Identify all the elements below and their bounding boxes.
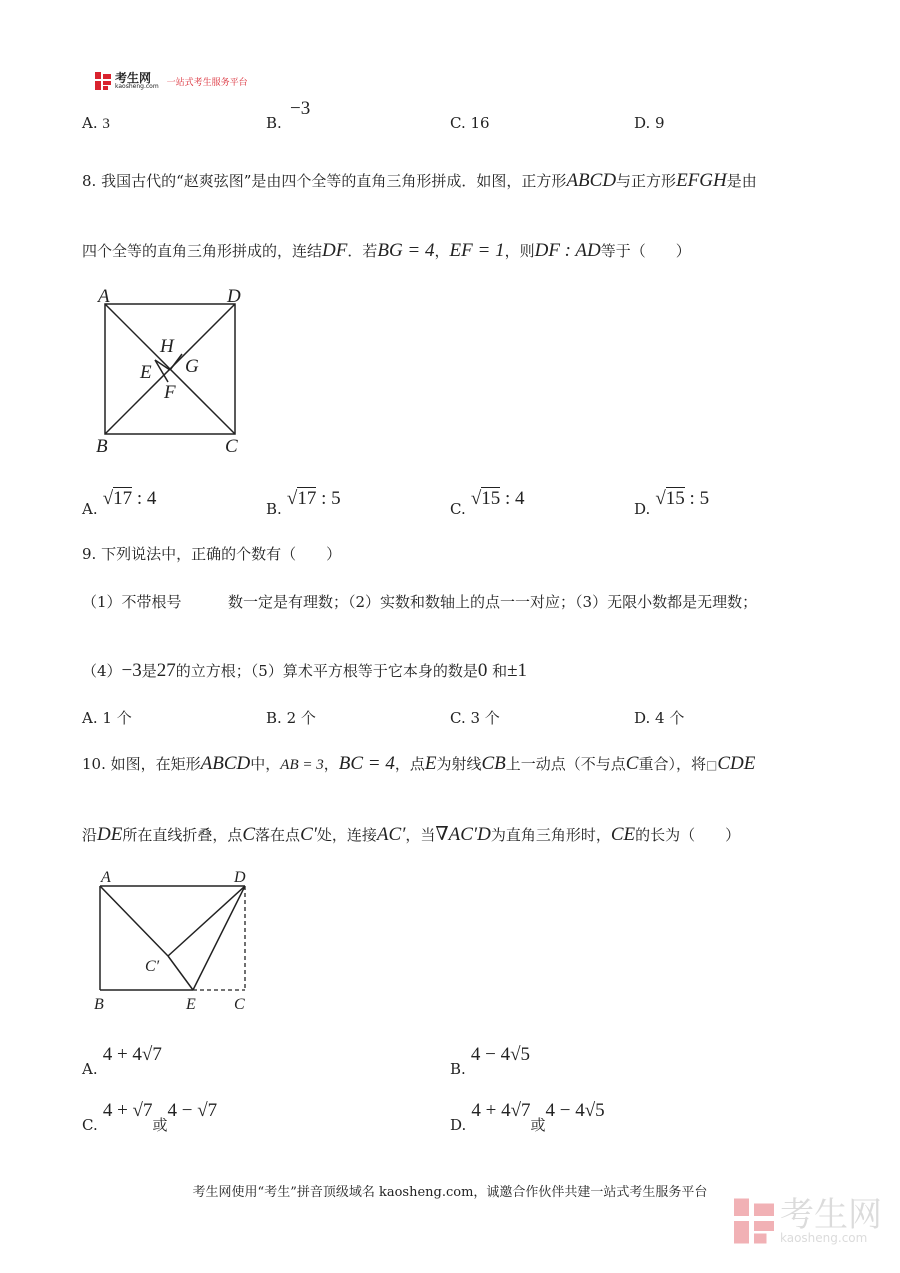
option-value: 3: [102, 116, 110, 132]
label-d: D: [227, 286, 241, 307]
q9-statement-2: [82, 660, 527, 682]
option-label: A.: [82, 500, 98, 518]
text: 和: [492, 662, 508, 680]
math: EFGH: [676, 170, 727, 191]
math: 27: [156, 660, 176, 681]
q7-option-b: [266, 114, 282, 132]
q9-option-c: [450, 707, 500, 728]
watermark-domain: kaosheng.com: [780, 1231, 868, 1245]
q9-stem: [82, 543, 341, 564]
text: 如图，在矩形: [110, 755, 201, 773]
q8-line2: [82, 240, 691, 262]
math: C: [242, 824, 256, 845]
label-h: H: [160, 336, 174, 357]
math: CDE: [717, 753, 756, 774]
line-c-prime-d: [168, 886, 245, 956]
radicand: 15: [665, 488, 685, 509]
text: （4）: [82, 662, 122, 680]
ratio-tail: : 4: [136, 488, 157, 509]
q9-statement-1: [82, 591, 182, 612]
text: 为直角三角形时，: [490, 826, 611, 844]
math: DE: [97, 824, 123, 845]
q8-option-b: [266, 488, 341, 518]
text: □: [706, 758, 718, 772]
math: AB = 3: [280, 757, 324, 773]
math: DF : AD: [534, 240, 601, 261]
label-f: F: [164, 382, 176, 403]
option-expr: 4 + √7: [102, 1100, 153, 1121]
text: ．若: [347, 242, 378, 260]
q9-statement-1b: [228, 591, 757, 612]
label-c: C: [234, 996, 245, 1013]
option-expr: 4 + 4√7: [102, 1044, 162, 1065]
label-g: G: [185, 356, 199, 377]
or-text: 或: [530, 1116, 546, 1134]
q7-option-d: [634, 114, 665, 132]
line-ac-prime: [100, 886, 168, 956]
sqrt-expr: √15 : 4: [470, 488, 525, 509]
math: ABCD: [200, 753, 251, 774]
label-e: E: [186, 996, 196, 1013]
option-label: D.: [634, 114, 651, 132]
question-number: 9.: [82, 545, 97, 563]
math: ±1: [507, 660, 528, 681]
math: ABCD: [566, 170, 617, 191]
text: ，点: [394, 755, 425, 773]
label-c-prime: C′: [145, 958, 160, 975]
brand-slogan: 一站式考生服务平台: [166, 77, 248, 88]
q10-line2: [82, 823, 740, 846]
text: 四个全等的直角三角形拼成的，连结: [82, 242, 323, 260]
math: ∇AC′D: [435, 824, 491, 845]
q10-line1: [82, 753, 755, 775]
option-label: B.: [266, 114, 282, 132]
math: AC′: [376, 824, 406, 845]
math: EF = 1: [449, 240, 505, 261]
footer-text: 考生网使用“考生”拼音顶级域名 kaosheng.com，诚邀合作伙伴共建一站式考生服务平台: [192, 1185, 708, 1200]
text: 我国古代的“赵爽弦图”是由四个全等的直角三角形拼成．如图，正方形: [101, 172, 567, 190]
q8-option-d: [634, 488, 710, 518]
ratio-tail: : 5: [689, 488, 710, 509]
option-expr: 4 − √7: [167, 1100, 218, 1121]
option-label: A.: [82, 709, 98, 727]
watermark: [734, 1195, 882, 1245]
radicand: 17: [297, 488, 317, 509]
option-value: 3 个: [470, 709, 500, 727]
option-value: 4 个: [655, 709, 685, 727]
option-label: A.: [82, 1060, 98, 1078]
label-a: A: [101, 869, 111, 886]
watermark-brand: 考生网: [780, 1195, 882, 1235]
line-ed: [193, 886, 245, 990]
option-label: D.: [634, 709, 651, 727]
text: ，: [323, 755, 339, 773]
math: BG = 4: [377, 240, 435, 261]
label-b: B: [94, 996, 104, 1013]
math: E: [424, 753, 437, 774]
text: 中，: [250, 755, 281, 773]
math: C: [625, 753, 639, 774]
text: 沿: [82, 826, 98, 844]
text: ，当: [405, 826, 436, 844]
sqrt-expr: √17 : 5: [286, 488, 341, 509]
ratio-tail: : 5: [321, 488, 341, 509]
option-label: C.: [450, 114, 466, 132]
text: 重合），将: [638, 755, 706, 773]
text: 的长为（ ）: [635, 826, 741, 844]
text: （1）不带根号: [82, 593, 182, 611]
option-value: 1 个: [102, 709, 132, 727]
option-label: C.: [450, 500, 466, 518]
q10-option-b: [450, 1044, 531, 1078]
option-label: D.: [634, 500, 651, 518]
text: 数一定是有理数；（2）实数和数轴上的点一一对应；（3）无限小数都是无理数；: [228, 593, 758, 611]
text: 的立方根；（5）算术平方根等于它本身的数是: [175, 662, 478, 680]
q10-option-d: [450, 1100, 605, 1134]
text: 下列说法中，正确的个数有（ ）: [101, 545, 342, 563]
label-b: B: [96, 436, 108, 457]
text: 是由: [726, 172, 757, 190]
option-value: 2 个: [286, 709, 316, 727]
text: 所在直线折叠，点: [122, 826, 243, 844]
math: BC = 4: [338, 753, 395, 774]
radicand: 15: [481, 488, 501, 509]
math: DF: [322, 240, 348, 261]
option-label: B.: [266, 709, 282, 727]
q10-figure: [88, 866, 258, 1016]
math: CE: [610, 824, 636, 845]
q8-option-c: [450, 488, 525, 518]
radicand: 17: [113, 488, 133, 509]
option-label: C.: [82, 1116, 98, 1134]
q8-option-a: [82, 488, 157, 518]
logo-icon: [95, 72, 111, 90]
q9-option-a: [82, 707, 132, 728]
q7-option-c: [450, 114, 490, 132]
option-expr: 4 + 4√7: [471, 1100, 531, 1121]
option-expr: 4 − 4√5: [470, 1044, 531, 1065]
text: 为射线: [436, 755, 482, 773]
text: ，: [434, 242, 450, 260]
question-number: 10.: [82, 755, 106, 773]
or-text: 或: [152, 1116, 168, 1134]
option-label: B.: [450, 1060, 466, 1078]
q7-option-b-value: −3: [290, 98, 311, 119]
text: 是: [141, 662, 157, 680]
text: 与正方形: [616, 172, 677, 190]
header-logo: [95, 72, 248, 90]
q10-option-a: [82, 1044, 162, 1078]
ratio-tail: : 4: [505, 488, 525, 509]
text: 落在点: [255, 826, 301, 844]
q8-figure: [90, 282, 250, 457]
option-label: C.: [450, 709, 466, 727]
q9-option-d: [634, 707, 684, 728]
line-c-prime-e: [168, 956, 193, 990]
option-value: 9: [655, 114, 665, 132]
option-label: A.: [82, 114, 98, 132]
math: −3: [121, 660, 142, 681]
text: 等于（ ）: [600, 242, 691, 260]
q10-option-c: [82, 1100, 218, 1134]
option-label: D.: [450, 1116, 467, 1134]
math: 0: [477, 660, 488, 681]
math: C′: [300, 824, 317, 845]
sqrt-expr: √15 : 5: [655, 488, 710, 509]
q7-option-a: [82, 114, 110, 133]
sqrt-expr: √17 : 4: [102, 488, 157, 509]
q9-option-b: [266, 707, 316, 728]
watermark-logo-icon: [734, 1198, 774, 1244]
label-a: A: [98, 286, 110, 307]
q8-line1: [82, 170, 757, 192]
text: 上一动点（不与点: [505, 755, 626, 773]
label-e: E: [140, 362, 152, 383]
option-label: B.: [266, 500, 282, 518]
label-d: D: [234, 869, 246, 886]
option-expr: 4 − 4√5: [545, 1100, 605, 1121]
small-square-side: [155, 360, 168, 382]
brand-domain: kaosheng.com: [115, 83, 159, 90]
text: ，则: [504, 242, 535, 260]
text: 处，连接: [316, 826, 377, 844]
label-c: C: [225, 436, 238, 457]
question-number: 8.: [82, 172, 97, 190]
math: CB: [481, 753, 506, 774]
option-value: 16: [470, 114, 490, 132]
brand-name: 考生网: [115, 71, 152, 85]
